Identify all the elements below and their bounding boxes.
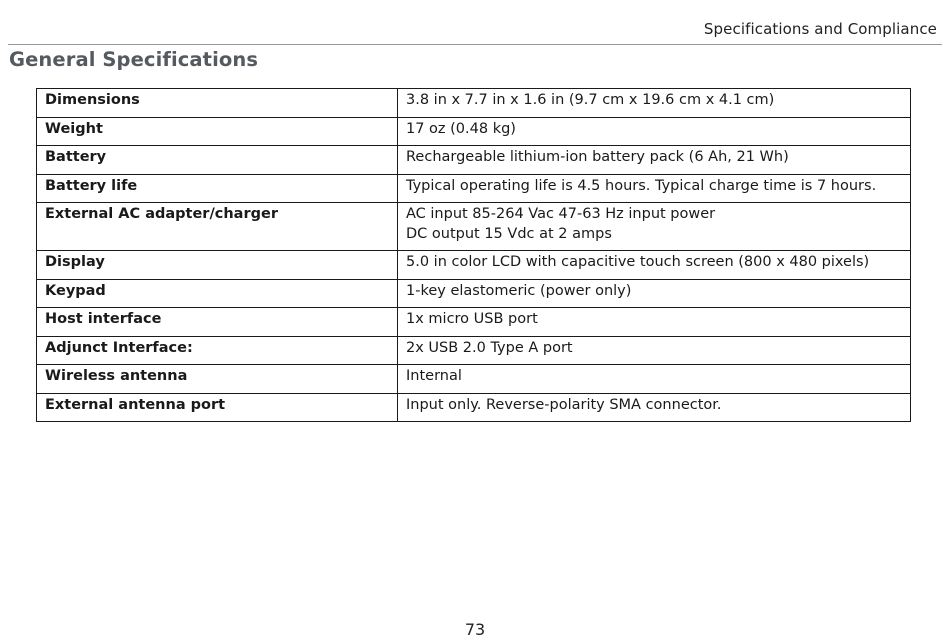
table-row [37,174,911,203]
page-header-title: Specifications and Compliance [703,20,937,38]
table-row [37,308,911,337]
spec-label: Battery life [37,174,398,203]
spec-label: Battery [37,146,398,175]
spec-label: Keypad [37,279,398,308]
table-row [37,146,911,175]
spec-value: Input only. Reverse-polarity SMA connector. [398,393,911,422]
spec-value: 1x micro USB port [398,308,911,337]
specifications-table [36,88,911,422]
table-row [37,89,911,118]
spec-label: Wireless antenna [37,365,398,394]
table-row [37,336,911,365]
table-row [37,251,911,280]
spec-value: 17 oz (0.48 kg) [398,117,911,146]
spec-label: Dimensions [37,89,398,118]
spec-value: 5.0 in color LCD with capacitive touch screen (800 x 480 pixels) [398,251,911,280]
spec-value: 2x USB 2.0 Type A port [398,336,911,365]
spec-label: External antenna port [37,393,398,422]
table-row [37,393,911,422]
table-row [37,203,911,251]
spec-label: Display [37,251,398,280]
table-row [37,279,911,308]
page-number: 73 [464,620,486,639]
spec-value: 3.8 in x 7.7 in x 1.6 in (9.7 cm x 19.6 cm x 4.1 cm) [398,89,911,118]
spec-value: 1-key elastomeric (power only) [398,279,911,308]
spec-value: AC input 85-264 Vac 47-63 Hz input power DC output 15 Vdc at 2 amps [398,203,911,251]
spec-value: Typical operating life is 4.5 hours. Typical charge time is 7 hours. [398,174,911,203]
header-divider [8,44,942,45]
table-row [37,117,911,146]
spec-label: Adjunct Interface: [37,336,398,365]
spec-label: Host interface [37,308,398,337]
spec-label: External AC adapter/charger [37,203,398,251]
spec-value: Rechargeable lithium-ion battery pack (6 Ah, 21 Wh) [398,146,911,175]
spec-label: Weight [37,117,398,146]
table-row [37,365,911,394]
spec-value: Internal [398,365,911,394]
section-heading: General Specifications [9,48,259,71]
